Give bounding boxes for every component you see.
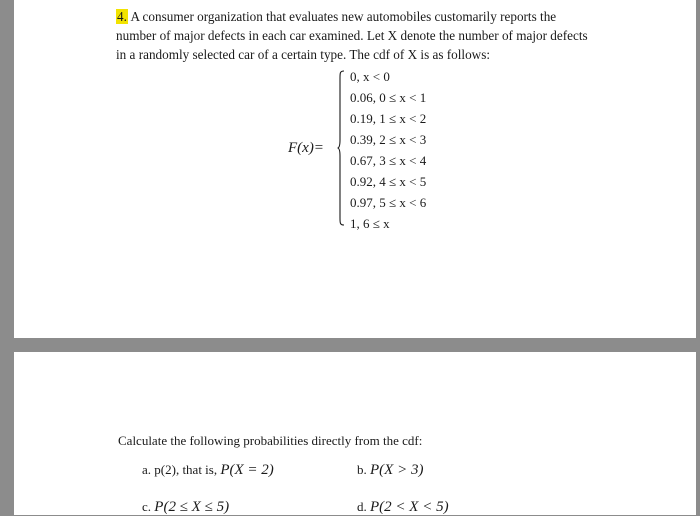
question-a-text: p(2), that is, bbox=[154, 462, 218, 477]
cdf-case: 0.06, 0 ≤ x < 1 bbox=[350, 90, 427, 105]
question-c-math: P(2 ≤ X ≤ 5) bbox=[154, 499, 230, 515]
question-a-math: P(X = 2) bbox=[220, 462, 274, 478]
cdf-case: 0.92, 4 ≤ x < 5 bbox=[350, 174, 427, 189]
question-c-label: c. bbox=[142, 499, 152, 514]
cdf-case: 0, x < 0 bbox=[350, 69, 390, 84]
cdf-case: 0.39, 2 ≤ x < 3 bbox=[350, 132, 427, 147]
question-c bbox=[142, 499, 229, 516]
question-number-highlight: 4. bbox=[117, 9, 127, 24]
cdf-case: 0.19, 1 ≤ x < 2 bbox=[350, 111, 427, 126]
left-brace-icon bbox=[337, 70, 345, 226]
problem-text: A consumer organization that evaluates new automobiles customarily reports the number of major defects in each car examined. Let X denote the number of major defects in a randomly selected car of a certain type. The cdf of X is as follows: bbox=[116, 9, 588, 62]
cdf-definition bbox=[288, 66, 488, 236]
question-b-label: b. bbox=[357, 462, 367, 477]
instruction-text: Calculate the following probabilities directly from the cdf: bbox=[118, 433, 423, 448]
cdf-case: 0.97, 5 ≤ x < 6 bbox=[350, 195, 427, 210]
question-b-math: P(X > 3) bbox=[370, 462, 424, 478]
page-bottom bbox=[14, 352, 696, 515]
cdf-cases bbox=[350, 66, 426, 234]
question-a bbox=[142, 462, 274, 479]
question-d-math: P(2 < X < 5) bbox=[370, 499, 449, 515]
cdf-case: 0.67, 3 ≤ x < 4 bbox=[350, 153, 427, 168]
problem-statement bbox=[116, 7, 596, 64]
question-b bbox=[357, 462, 423, 479]
question-d-label: d. bbox=[357, 499, 367, 514]
cdf-case: 1, 6 ≤ x bbox=[350, 216, 390, 231]
question-a-label: a. bbox=[142, 462, 152, 477]
page-top bbox=[14, 0, 696, 338]
cdf-label: F(x)= bbox=[288, 140, 324, 156]
question-d bbox=[357, 499, 449, 516]
